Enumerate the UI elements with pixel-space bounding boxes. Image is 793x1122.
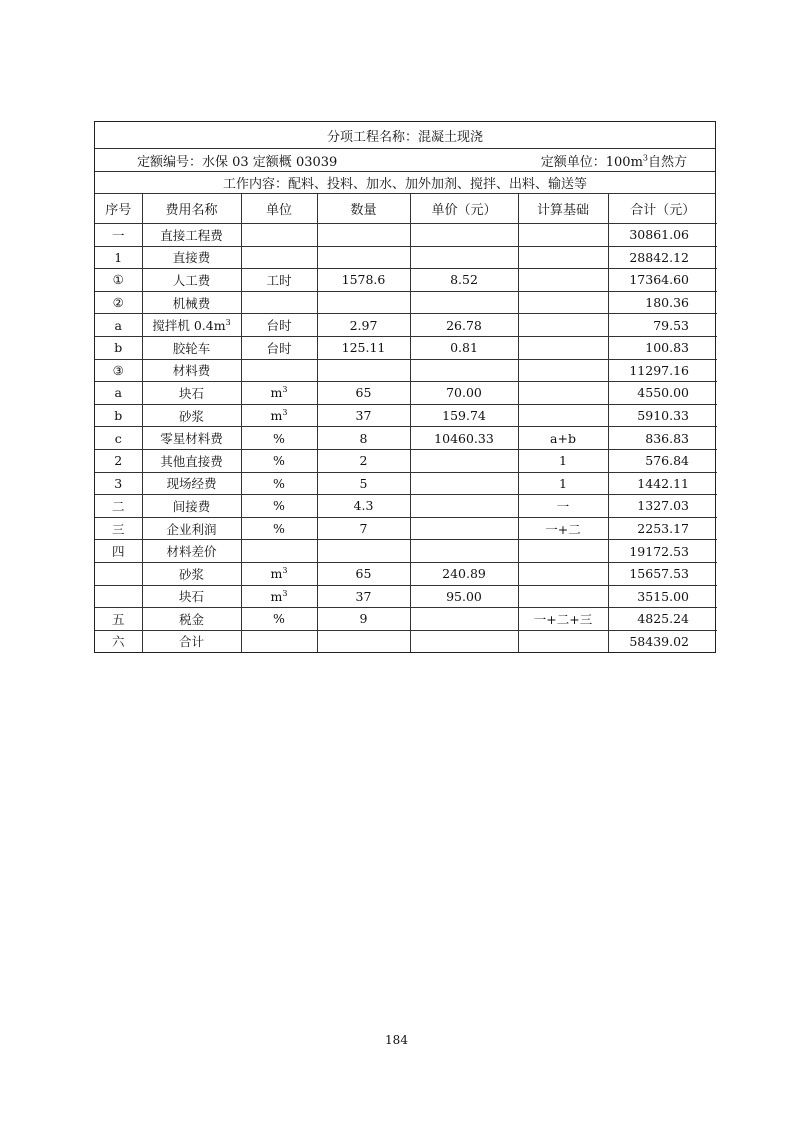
cell-unit: % xyxy=(241,449,317,472)
project-title-row xyxy=(95,122,715,149)
cell-no: a xyxy=(95,382,142,405)
cell-unit: % xyxy=(241,427,317,450)
cell-base xyxy=(518,224,608,247)
cell-no: b xyxy=(95,404,142,427)
cell-no: ② xyxy=(95,291,142,314)
cell-total: 1442.11 xyxy=(608,472,717,495)
cell-price: 8.52 xyxy=(410,269,518,292)
cell-unit: 工时 xyxy=(241,269,317,292)
quota-code: 定额编号：水保 03 定额概 03039 xyxy=(137,154,338,170)
cell-no xyxy=(95,562,142,585)
cell-qty xyxy=(317,291,410,314)
cell-unit: % xyxy=(241,472,317,495)
cell-qty: 37 xyxy=(317,404,410,427)
cell-price xyxy=(410,517,518,540)
cell-name: 块石 xyxy=(142,585,241,608)
cell-qty: 37 xyxy=(317,585,410,608)
cell-total: 19172.53 xyxy=(608,540,717,563)
cell-qty: 2.97 xyxy=(317,314,410,337)
header-no: 序号 xyxy=(95,194,142,224)
table-row xyxy=(95,382,717,405)
cell-no: b xyxy=(95,336,142,359)
cell-base xyxy=(518,291,608,314)
cell-base: 一 xyxy=(518,495,608,518)
table-row xyxy=(95,449,717,472)
cell-name: 砂浆 xyxy=(142,404,241,427)
cell-total: 836.83 xyxy=(608,427,717,450)
table-row xyxy=(95,246,717,269)
cell-price: 26.78 xyxy=(410,314,518,337)
cell-total: 11297.16 xyxy=(608,359,717,382)
cell-total: 180.36 xyxy=(608,291,717,314)
cell-price: 240.89 xyxy=(410,562,518,585)
cell-price xyxy=(410,224,518,247)
cell-no: ① xyxy=(95,269,142,292)
cell-total: 5910.33 xyxy=(608,404,717,427)
cell-qty: 4.3 xyxy=(317,495,410,518)
cell-total: 58439.02 xyxy=(608,630,717,652)
cell-unit xyxy=(241,359,317,382)
cell-base: a+b xyxy=(518,427,608,450)
cell-no: 2 xyxy=(95,449,142,472)
cell-name: 砂浆 xyxy=(142,562,241,585)
cost-sheet xyxy=(94,121,716,653)
cell-no: 3 xyxy=(95,472,142,495)
cell-no: c xyxy=(95,427,142,450)
table-row xyxy=(95,562,717,585)
table-row xyxy=(95,359,717,382)
table-row xyxy=(95,314,717,337)
table-body xyxy=(95,224,717,653)
cell-base: 1 xyxy=(518,472,608,495)
table-row xyxy=(95,404,717,427)
quota-row xyxy=(95,149,715,172)
cell-base xyxy=(518,359,608,382)
header-name: 费用名称 xyxy=(142,194,241,224)
cell-name: 合计 xyxy=(142,630,241,652)
cell-qty xyxy=(317,630,410,652)
cell-total: 4550.00 xyxy=(608,382,717,405)
cell-unit xyxy=(241,630,317,652)
header-unit: 单位 xyxy=(241,194,317,224)
table-row xyxy=(95,224,717,247)
table-row xyxy=(95,630,717,652)
cell-unit: 台时 xyxy=(241,336,317,359)
table-row xyxy=(95,585,717,608)
table-row xyxy=(95,472,717,495)
table-row xyxy=(95,608,717,631)
cell-total: 79.53 xyxy=(608,314,717,337)
cell-unit: % xyxy=(241,608,317,631)
cell-price xyxy=(410,449,518,472)
table-row xyxy=(95,495,717,518)
cell-price xyxy=(410,608,518,631)
page-number: 184 xyxy=(385,1033,408,1047)
cell-qty: 9 xyxy=(317,608,410,631)
cell-qty: 7 xyxy=(317,517,410,540)
cell-no: 六 xyxy=(95,630,142,652)
table-row xyxy=(95,427,717,450)
cell-base: 1 xyxy=(518,449,608,472)
cell-price xyxy=(410,540,518,563)
cell-unit: $m^3$ xyxy=(241,404,317,427)
cell-price xyxy=(410,472,518,495)
table-row xyxy=(95,291,717,314)
cell-no: a xyxy=(95,314,142,337)
cell-base xyxy=(518,630,608,652)
work-content-row xyxy=(95,172,715,194)
cell-base xyxy=(518,246,608,269)
cell-total: 100.83 xyxy=(608,336,717,359)
cell-total: 17364.60 xyxy=(608,269,717,292)
cell-unit xyxy=(241,540,317,563)
cell-name: 搅拌机 $0.4m^3$ xyxy=(142,314,241,337)
cell-name: 间接费 xyxy=(142,495,241,518)
cost-table xyxy=(95,194,717,652)
cell-no: 1 xyxy=(95,246,142,269)
header-price: 单价（元） xyxy=(410,194,518,224)
cell-price: 0.81 xyxy=(410,336,518,359)
cell-qty: 5 xyxy=(317,472,410,495)
cell-total: 1327.03 xyxy=(608,495,717,518)
cell-name: 零星材料费 xyxy=(142,427,241,450)
cell-base: 一+二+三 xyxy=(518,608,608,631)
cell-qty xyxy=(317,224,410,247)
cell-price xyxy=(410,359,518,382)
cell-name: 其他直接费 xyxy=(142,449,241,472)
cell-base xyxy=(518,336,608,359)
cell-qty: 8 xyxy=(317,427,410,450)
cell-total: 30861.06 xyxy=(608,224,717,247)
cell-total: 28842.12 xyxy=(608,246,717,269)
cell-unit xyxy=(241,224,317,247)
cell-name: 税金 xyxy=(142,608,241,631)
table-header-row xyxy=(95,194,717,224)
cell-price xyxy=(410,495,518,518)
cell-unit xyxy=(241,291,317,314)
cell-base xyxy=(518,314,608,337)
cell-unit: $m^3$ xyxy=(241,382,317,405)
cell-total: 3515.00 xyxy=(608,585,717,608)
cell-name: 机械费 xyxy=(142,291,241,314)
cell-price: 10460.33 xyxy=(410,427,518,450)
cell-total: 15657.53 xyxy=(608,562,717,585)
cell-no: 二 xyxy=(95,495,142,518)
cell-price xyxy=(410,246,518,269)
cell-no: ③ xyxy=(95,359,142,382)
cell-price xyxy=(410,291,518,314)
cell-name: 材料费 xyxy=(142,359,241,382)
cell-name: 块石 xyxy=(142,382,241,405)
table-row xyxy=(95,540,717,563)
cell-unit: $m^3$ xyxy=(241,562,317,585)
cell-base: 一+二 xyxy=(518,517,608,540)
cell-no: 三 xyxy=(95,517,142,540)
cell-no: 五 xyxy=(95,608,142,631)
cell-name: 材料差价 xyxy=(142,540,241,563)
cell-price: 70.00 xyxy=(410,382,518,405)
cell-qty: 65 xyxy=(317,562,410,585)
cell-no: 四 xyxy=(95,540,142,563)
cell-name: 胶轮车 xyxy=(142,336,241,359)
project-title: 分项工程名称：混凝土现浇 xyxy=(326,129,483,145)
cell-total: 576.84 xyxy=(608,449,717,472)
cell-total: 2253.17 xyxy=(608,517,717,540)
cell-name: 企业利润 xyxy=(142,517,241,540)
cell-base xyxy=(518,404,608,427)
table-row xyxy=(95,269,717,292)
cell-unit: % xyxy=(241,517,317,540)
cell-base xyxy=(518,585,608,608)
cell-price: 159.74 xyxy=(410,404,518,427)
cell-no: 一 xyxy=(95,224,142,247)
cell-name: 直接费 xyxy=(142,246,241,269)
cell-unit: $m^3$ xyxy=(241,585,317,608)
cell-qty: 125.11 xyxy=(317,336,410,359)
cell-total: 4825.24 xyxy=(608,608,717,631)
cell-name: 现场经费 xyxy=(142,472,241,495)
header-qty: 数量 xyxy=(317,194,410,224)
cell-price: 95.00 xyxy=(410,585,518,608)
cell-qty xyxy=(317,246,410,269)
cell-qty: 2 xyxy=(317,449,410,472)
quota-unit: 定额单位：$100m^3$自然方 xyxy=(540,153,687,170)
cell-unit xyxy=(241,246,317,269)
cell-qty: 65 xyxy=(317,382,410,405)
cell-qty: 1578.6 xyxy=(317,269,410,292)
table-row xyxy=(95,517,717,540)
cell-name: 人工费 xyxy=(142,269,241,292)
cell-base xyxy=(518,382,608,405)
cell-base xyxy=(518,562,608,585)
table-row xyxy=(95,336,717,359)
header-base: 计算基础 xyxy=(518,194,608,224)
cell-unit: 台时 xyxy=(241,314,317,337)
header-total: 合计（元） xyxy=(608,194,717,224)
cell-unit: % xyxy=(241,495,317,518)
work-content: 工作内容：配料、投料、加水、加外加剂、搅拌、出料、输送等 xyxy=(222,177,587,192)
cell-base xyxy=(518,540,608,563)
cell-price xyxy=(410,630,518,652)
cell-no xyxy=(95,585,142,608)
cell-qty xyxy=(317,540,410,563)
cell-base xyxy=(518,269,608,292)
cell-name: 直接工程费 xyxy=(142,224,241,247)
cell-qty xyxy=(317,359,410,382)
